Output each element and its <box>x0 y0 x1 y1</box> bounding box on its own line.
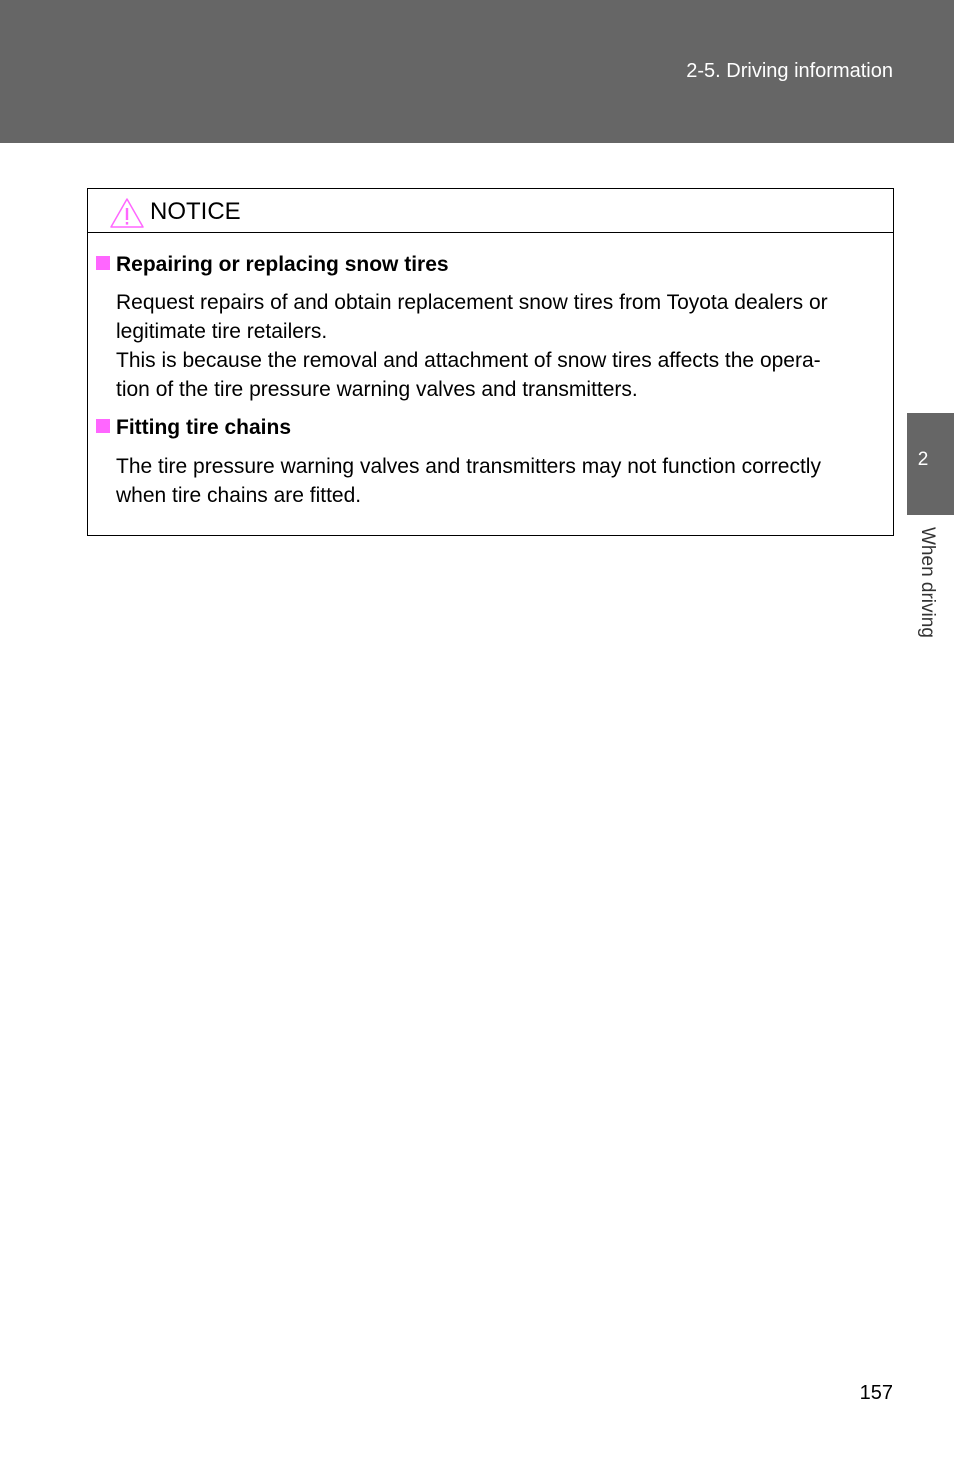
paragraph-line: The tire pressure warning valves and transmitters may not function correctly <box>116 455 821 478</box>
warning-triangle-icon <box>109 197 145 229</box>
notice-title: NOTICE <box>150 198 241 225</box>
section-title: 2-5. Driving information <box>686 60 893 82</box>
chapter-number: 2 <box>917 449 929 470</box>
notice-header <box>88 189 893 233</box>
notice-box <box>87 188 894 536</box>
paragraph-line: legitimate tire retailers. <box>116 320 328 343</box>
header-band <box>0 0 954 143</box>
page-number: 157 <box>859 1382 893 1404</box>
item-heading <box>96 252 449 278</box>
item-heading <box>96 415 291 441</box>
paragraph-line: when tire chains are fitted. <box>116 484 362 507</box>
chapter-tab <box>907 413 954 515</box>
paragraph-line: tion of the tire pressure warning valves and transmitters. <box>116 378 638 401</box>
pink-square-bullet-icon <box>96 419 110 433</box>
item-heading-text: Repairing or replacing snow tires <box>116 253 449 276</box>
item-paragraph <box>116 288 888 404</box>
paragraph-line: Request repairs of and obtain replacement snow tires from Toyota dealers or <box>116 291 828 314</box>
item-paragraph <box>116 452 888 510</box>
pink-square-bullet-icon <box>96 256 110 270</box>
paragraph-line: This is because the removal and attachment of snow tires affects the opera- <box>116 349 821 372</box>
item-heading-text: Fitting tire chains <box>116 416 292 439</box>
chapter-label: When driving <box>917 527 938 638</box>
